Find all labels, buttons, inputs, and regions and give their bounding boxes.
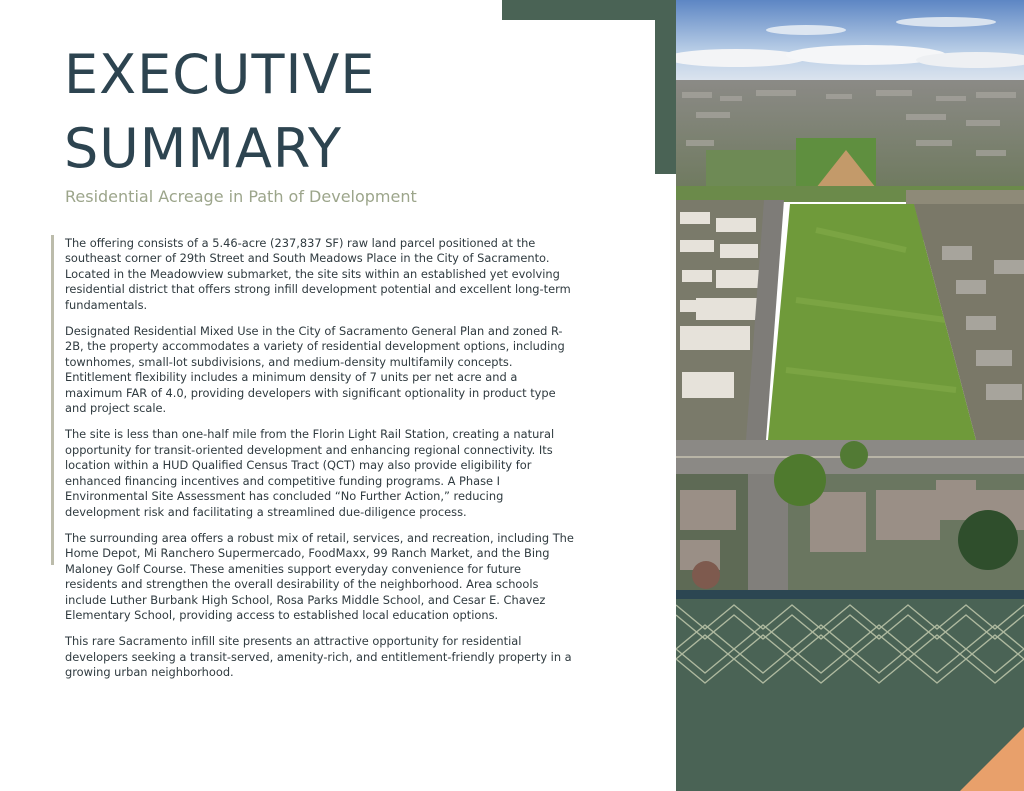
paragraph-closing: This rare Sacramento infill site presents an attractive opportunity for residential developers seeking a transit-served, amenity-rich, and entitlement-friendly property in a growing urban neighborhood. [65, 634, 572, 680]
top-accent-bar [502, 0, 676, 20]
orange-corner-accent [960, 727, 1024, 791]
title-line-1: EXECUTIVE [64, 43, 376, 106]
photo-separator-band [676, 590, 1024, 599]
geometric-pattern-panel [676, 599, 1024, 791]
paragraph-zoning: Designated Residential Mixed Use in the City of Sacramento General Plan and zoned R-2B, the property accommodates a variety of residential development options, including townhomes, small-lot subdivisions, and medium-density multifamily concepts. Entitlement flexibility includes a minimum density of 7 units per net acre and a maximum FAR of 4.0, providing developers with significant optionality in product type and project scale. [65, 324, 565, 416]
paragraph-transit: The site is less than one-half mile from the Florin Light Rail Station, creating a natural opportunity for transit-oriented development and enhancing regional connectivity. Its location within a HUD Qualified Census Tract (QCT) may also provide eligibility for enhanced financing incentives and competitive funding programs. A Phase I Environmental Site Assessment has concluded “No Further Action,” reducing development risk and facilitating a streamlined due-diligence process. [65, 427, 555, 519]
aerial-site-photo [676, 0, 1024, 590]
body-text [65, 236, 575, 692]
body-accent-rule [51, 235, 54, 565]
page-subtitle: Residential Acreage in Path of Development [65, 187, 417, 206]
page-title [64, 38, 375, 186]
paragraph-amenities: The surrounding area offers a robust mix of retail, services, and recreation, including The Home Depot, Mi Ranchero Supermercado, FoodMaxx, 99 Ranch Market, and the Bing Maloney Golf Course. These amenities support everyday convenience for future residents and strengthen the overall desirability of the neighborhood. Area schools include Luther Burbank High School, Rosa Parks Middle School, and Cesar E. Chavez Elementary School, providing access to established local education options. [65, 530, 574, 622]
title-line-2: SUMMARY [64, 117, 342, 180]
vertical-accent-strip [655, 0, 676, 174]
paragraph-offering: The offering consists of a 5.46-acre (237,837 SF) raw land parcel positioned at the southeast corner of 29th Street and South Meadows Place in the City of Sacramento. Located in the Meadowview submarket, the site sits within an established yet evolving residential district that offers strong infill development potential and excellent long-term fundamentals. [65, 236, 571, 312]
